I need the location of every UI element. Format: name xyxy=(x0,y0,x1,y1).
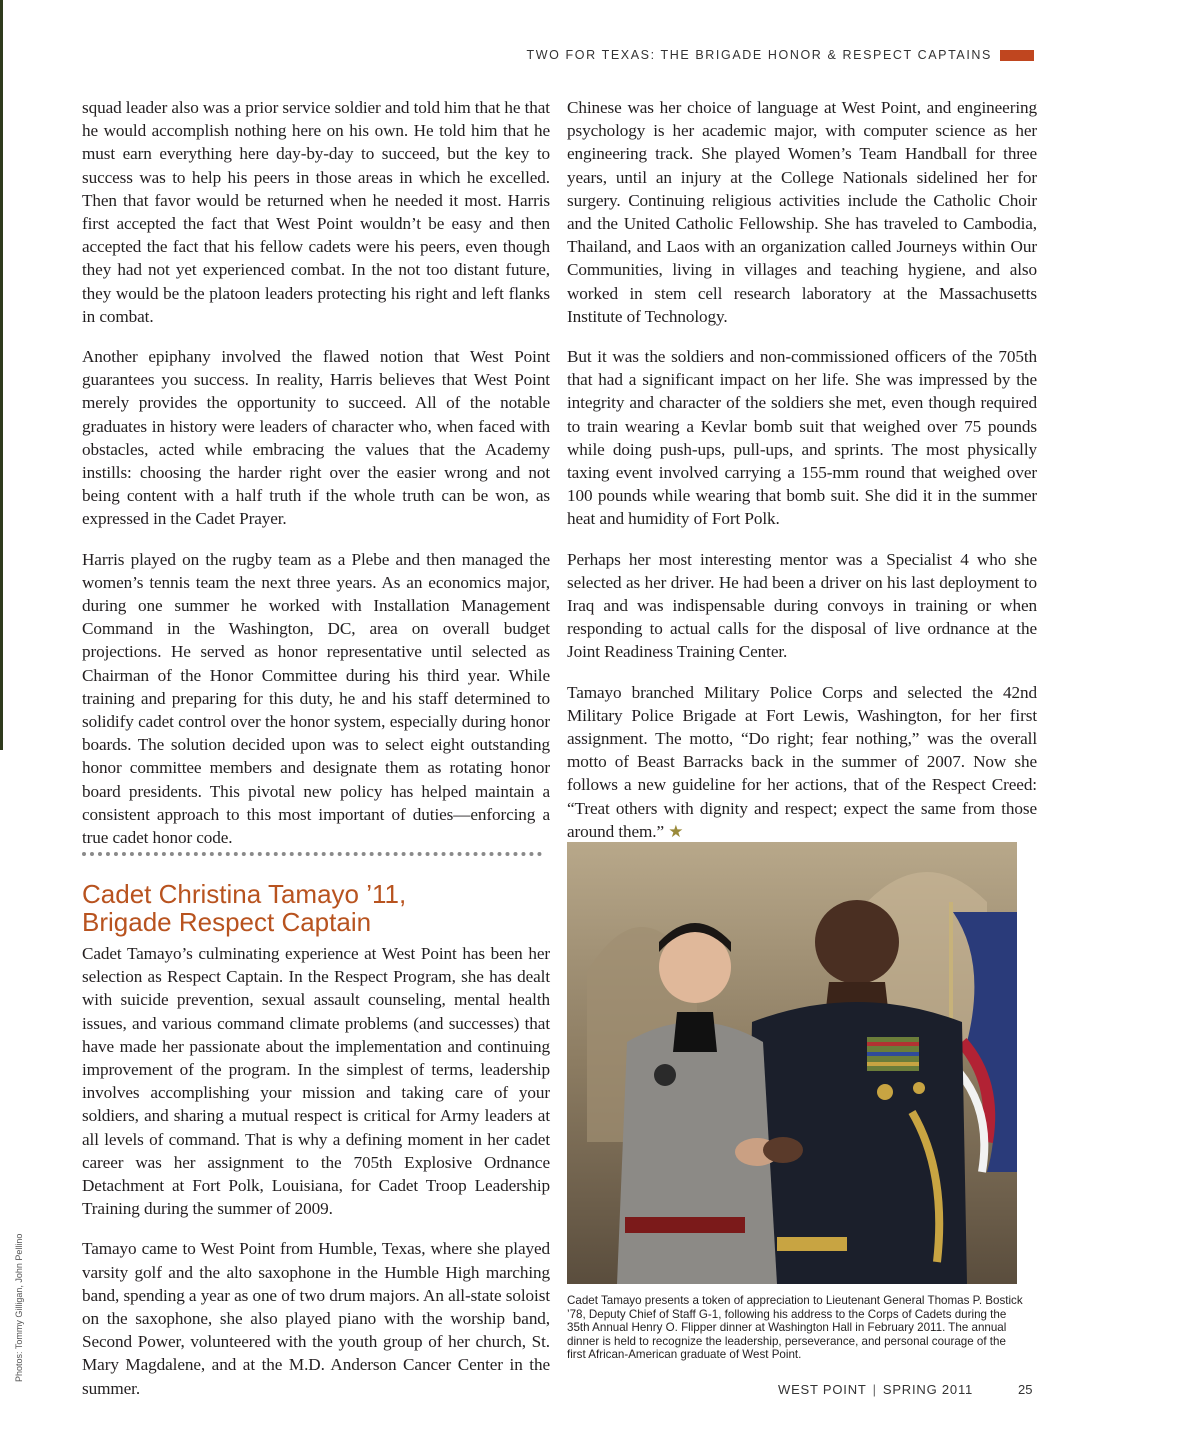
paragraph: Harris played on the rugby team as a Plebe and then managed the women’s tennis team the next three years. As an economics major, during one summer he worked with Installation Management Command in the Washington, DC, area on overall budget projections. He served as honor representative until selected as Chairman of the Honor Committee during his third year. While training and preparing for this duty, he and his staff determined to solidify cadet control over the honor system, especially during honor boards. The solution decided upon was to select eight outstanding honor committee members and designate them as rotating honor board presidents. This pivotal new policy has helped maintain a consistent approach to this most important of duties—enforcing a true cadet honor code. xyxy=(82,549,550,848)
paragraph xyxy=(567,681,1037,843)
section-body xyxy=(82,942,550,1417)
paragraph: Another epiphany involved the flawed notion that West Point guarantees you success. In reality, Harris believes that West Point merely provides the opportunity to succeed. All of the notable graduates in history were leaders of character who, when faced with obstacles, acted while embracing the values that the Academy instills: choosing the harder right over the easier wrong and not being content with a half truth if the whole truth can be won, as expressed in the Cadet Prayer. xyxy=(82,347,550,529)
page-edge-bar xyxy=(0,0,3,750)
photo-illustration xyxy=(567,842,1017,1284)
star-end-icon: ★ xyxy=(668,821,684,841)
section-divider xyxy=(82,852,542,856)
header-accent-bar xyxy=(1000,50,1034,61)
article-photo xyxy=(567,842,1017,1284)
photo-caption: Cadet Tamayo presents a token of appreciation to Lieutenant General Thomas P. Bostick ’78, Deputy Chief of Staff G-1, following his address to the Corps of Cadets during the 35th Annual Henry O. Flipper dinner at Washington Hall in February 2011. The annual dinner is held to recognize the leadership, perseverance, and personal courage of the first African-American graduate of West Point. xyxy=(567,1294,1023,1362)
issue-date: SPRING 2011 xyxy=(882,1382,974,1397)
paragraph: Perhaps her most interesting mentor was a Specialist 4 who she selected as her driver. He had been a driver on his last deployment to Iraq and was indispensable during convoys in training or when responding to actual calls for the disposal of live ordnance at the Joint Readiness Training Center. xyxy=(567,549,1037,662)
page-number: 25 xyxy=(1018,1382,1033,1397)
right-column xyxy=(567,96,1037,860)
photo-credit: Photos: Tommy Gilligan, John Pellino xyxy=(14,1233,24,1382)
paragraph: Tamayo came to West Point from Humble, Texas, where she played varsity golf and the alto saxophone in the Humble High marching band, spending a year as one of two drum majors. An all-state soloist on the saxophone, she also played piano with the worship band, Second Power, volunteered with the youth group of her church, St. Mary Magdalene, and at the M.D. Anderson Cancer Center in the summer. xyxy=(82,1239,550,1398)
paragraph: Cadet Tamayo’s culminating experience at West Point has been her selection as Respect Captain. In the Respect Program, she has dealt with suicide prevention, sexual assault counseling, mental health issues, and various command climate problems (and successes) that have made her passionate about the implementation and continuing improvement of the program. In the simplest of terms, leadership involves accomplishing your mission and taking care of your soldiers, and sharing a mutual respect is critical for Army leaders at all levels of command. That is why a defining moment in her cadet career was her assignment to the 705th Explosive Ordnance Detachment at Fort Polk, Louisiana, for Cadet Troop Leadership Training during the summer of 2009. xyxy=(82,944,550,1219)
running-title: TWO FOR TEXAS: THE BRIGADE HONOR & RESPECT CAPTAINS xyxy=(526,48,992,62)
footer-separator: | xyxy=(872,1382,877,1397)
publication-name: WEST POINT xyxy=(778,1382,867,1397)
closing-text: Tamayo branched Military Police Corps and selected the 42nd Military Police Brigade at Fort Lewis, Washington, for her first assignment. The motto, “Do right; fear nothing,” was the overall motto of Beast Barracks back in the summer of 2007. Now she follows a new guideline for her actions, that of the Respect Creed: “Treat others with dignity and respect; expect the same from those around them.” xyxy=(567,682,1037,841)
section-heading xyxy=(82,880,552,936)
section-heading-line: Cadet Christina Tamayo ’11, xyxy=(82,879,407,909)
footer-publication xyxy=(778,1382,973,1397)
paragraph: But it was the soldiers and non-commissioned officers of the 705th that had a significant impact on her life. She was impressed by the integrity and character of the soldiers she met, even though required to train wearing a Kevlar bomb suit that weighed over 75 pounds while doing push-ups, pull-ups, and sprints. The most physically taxing event involved carrying a 155-mm round that weighed over 100 pounds while wearing that bomb suit. She did it in the summer heat and humidity of Fort Polk. xyxy=(567,347,1037,529)
section-heading-line: Brigade Respect Captain xyxy=(82,907,372,937)
paragraph: squad leader also was a prior service soldier and told him that he that he would accomplish nothing here on his own. He told him that he must earn everything here day-by-day to succeed, but the key to success was to help his peers in those areas in which he excelled. Then that favor would be returned when he needed it most. Harris first accepted the fact that West Point wouldn’t be easy and then accepted the fact that his fellow cadets were his peers, even though they had not yet experienced combat. In the not too distant future, they would be the platoon leaders protecting his right and left flanks in combat. xyxy=(82,98,550,326)
left-column xyxy=(82,96,550,866)
paragraph: Chinese was her choice of language at West Point, and engineering psychology is her academic major, with computer science as her engineering track. She played Women’s Team Handball for three years, until an injury at the College Nationals sidelined her for surgery. Continuing religious activities include the Catholic Choir and the United Catholic Fellowship. She has traveled to Cambodia, Thailand, and Laos with an organization called Journeys within Our Communities, living in villages and teaching hygiene, and also worked in stem cell research laboratory at the Massachusetts Institute of Technology. xyxy=(567,98,1037,326)
